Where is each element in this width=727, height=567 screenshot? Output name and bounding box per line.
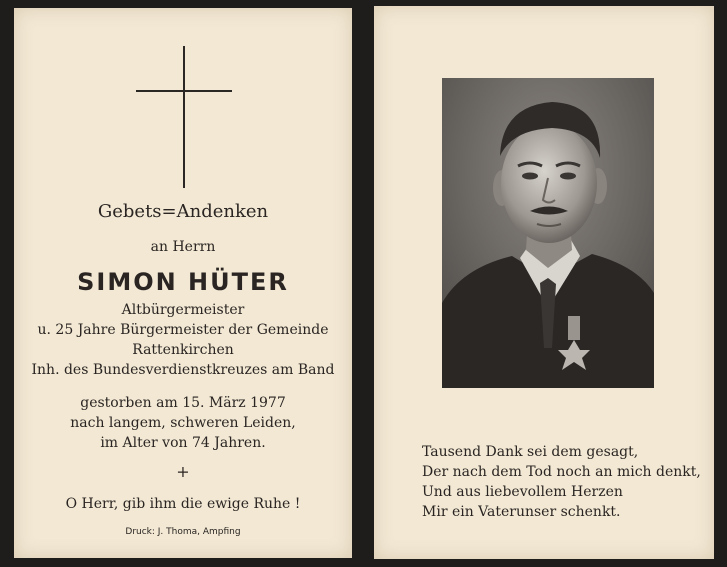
prayer-line: O Herr, gib ihm die ewige Ruhe ! xyxy=(65,496,301,512)
poem-line: Tausend Dank sei dem gesagt, xyxy=(422,444,639,460)
cross-icon-bar xyxy=(136,90,232,92)
title-line: Altbürgermeister xyxy=(121,302,245,318)
poem-line: Mir ein Vaterunser schenkt. xyxy=(422,504,621,520)
poem-line: Und aus liebevollem Herzen xyxy=(422,484,623,500)
plus-symbol: + xyxy=(176,462,190,481)
title-line: Inh. des Bundesverdienstkreuzes am Band xyxy=(31,362,335,378)
portrait-photo xyxy=(442,78,654,388)
left-memorial-card xyxy=(14,8,352,558)
printer-credit: Druck: J. Thoma, Ampfing xyxy=(125,527,241,537)
title-line: u. 25 Jahre Bürgermeister der Gemeinde xyxy=(37,322,329,338)
title-line: Rattenkirchen xyxy=(132,342,234,358)
death-date-line: gestorben am 15. März 1977 xyxy=(80,395,286,411)
right-memorial-card xyxy=(374,6,714,559)
age-line: im Alter von 74 Jahren. xyxy=(100,435,266,451)
death-circumstance-line: nach langem, schweren Leiden, xyxy=(70,415,296,431)
salutation: an Herrn xyxy=(150,239,216,255)
portrait-illustration xyxy=(442,78,654,388)
deceased-name: SIMON HÜTER xyxy=(77,268,289,296)
card-heading: Gebets=Andenken xyxy=(97,201,269,222)
cross-icon xyxy=(183,46,185,188)
poem-line: Der nach dem Tod noch an mich denkt, xyxy=(422,464,701,480)
